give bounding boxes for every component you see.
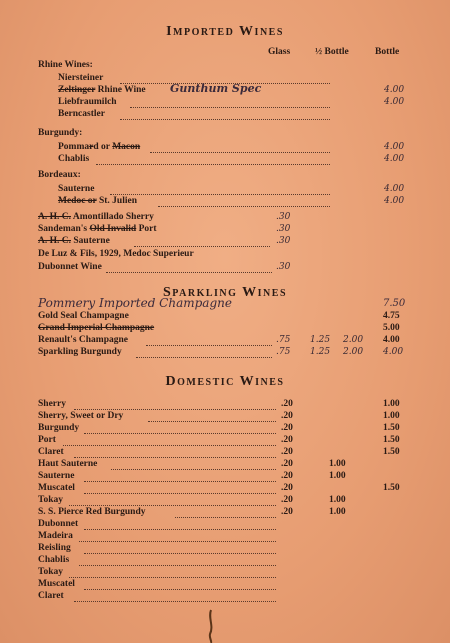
item-name: Claret xyxy=(38,591,64,601)
leader-dots xyxy=(69,504,277,506)
item-name: A. H. C. Sauterne xyxy=(38,236,110,246)
glass-price: .20 xyxy=(281,483,293,493)
item-name: Tokay xyxy=(38,495,63,505)
handwritten-price: 7.50 xyxy=(383,298,406,309)
ink-mark xyxy=(205,608,217,643)
sparkling-wines-title: Sparkling Wines xyxy=(162,285,288,300)
domestic-wines-title: Domestic Wines xyxy=(165,374,285,389)
bottle-price: 4.00 xyxy=(384,142,405,152)
leader-dots xyxy=(146,344,272,346)
leader-dots xyxy=(79,564,276,566)
leader-dots xyxy=(110,193,330,195)
item-name: Medoc or St. Julien xyxy=(58,196,137,206)
item-name: Sandeman's Old Invalid Port xyxy=(38,224,157,234)
leader-dots xyxy=(63,444,276,446)
item-name: Chablis xyxy=(58,154,90,164)
leader-dots xyxy=(84,552,276,554)
item-name: Zeltinger Rhine Wine xyxy=(58,85,146,95)
bottle-price: 4.00 xyxy=(384,154,405,164)
item-name: Gold Seal Champagne xyxy=(38,311,129,321)
bottle-price: 4.00 xyxy=(383,335,400,345)
item-name: Muscatel xyxy=(38,483,75,493)
extra-price: 2.00 xyxy=(343,347,364,357)
glass-price: .20 xyxy=(281,399,293,409)
item-name: Pommard or Macon xyxy=(58,142,141,152)
item-name: Reisling xyxy=(38,543,71,553)
handwritten-note: Gunthum Spec xyxy=(170,82,262,95)
bottle-price: 1.50 xyxy=(383,423,400,433)
leader-dots xyxy=(69,576,277,578)
bottle-price: 4.00 xyxy=(384,196,405,206)
item-name: Port xyxy=(38,435,56,445)
glass-price: .20 xyxy=(281,471,293,481)
leader-dots xyxy=(134,245,270,247)
header-bottle: Bottle xyxy=(375,47,400,57)
glass-price: .30 xyxy=(276,236,291,246)
leader-dots xyxy=(84,492,276,494)
item-name: Haut Sauterne xyxy=(38,459,98,469)
item-name: Claret xyxy=(38,447,64,457)
half-bottle-price: 1.00 xyxy=(329,495,346,505)
leader-dots xyxy=(158,205,330,207)
leader-dots xyxy=(74,600,276,602)
bottle-price: 4.75 xyxy=(383,311,400,321)
category-rhine: Rhine Wines: xyxy=(38,60,93,70)
glass-price: .30 xyxy=(276,224,291,234)
glass-price: .75 xyxy=(276,347,291,357)
half-bottle-price: 1.25 xyxy=(310,335,331,345)
glass-price: .20 xyxy=(281,447,293,457)
bottle-price: 1.50 xyxy=(383,447,400,457)
leader-dots xyxy=(96,163,330,165)
leader-dots xyxy=(79,540,276,542)
leader-dots xyxy=(74,456,276,458)
bottle-price: 4.00 xyxy=(383,347,404,357)
item-name: Sauterne xyxy=(58,184,95,194)
item-name: Renault's Champagne xyxy=(38,335,128,345)
leader-dots xyxy=(84,528,276,530)
glass-price: .20 xyxy=(281,435,293,445)
item-name: Berncastler xyxy=(58,109,105,119)
bottle-price: 1.50 xyxy=(383,435,400,445)
item-name: A. H. C. Amontillado Sherry xyxy=(38,212,154,222)
bottle-price: 4.00 xyxy=(384,85,405,95)
glass-price: .30 xyxy=(276,212,291,222)
category-bordeaux: Bordeaux: xyxy=(38,170,81,180)
glass-price: .20 xyxy=(281,507,293,517)
leader-dots xyxy=(150,151,330,153)
bottle-price: 1.50 xyxy=(383,483,400,493)
item-name: Liebfraumilch xyxy=(58,97,117,107)
bottle-price: 4.00 xyxy=(384,184,405,194)
glass-price: .75 xyxy=(276,335,291,345)
glass-price: .30 xyxy=(276,262,291,272)
header-glass: Glass xyxy=(268,47,291,57)
glass-price: .20 xyxy=(281,423,293,433)
item-name: Chablis xyxy=(38,555,70,565)
item-name: Madeira xyxy=(38,531,73,541)
item-name: Tokay xyxy=(38,567,63,577)
half-bottle-price: 1.00 xyxy=(329,471,346,481)
header-half-bottle: ½ Bottle xyxy=(315,47,349,57)
leader-dots xyxy=(106,271,272,273)
leader-dots xyxy=(84,588,276,590)
leader-dots xyxy=(84,480,276,482)
item-name: Muscatel xyxy=(38,579,75,589)
item-name: Sherry xyxy=(38,399,66,409)
bottle-price: 4.00 xyxy=(384,97,405,107)
bottle-price: 1.00 xyxy=(383,399,400,409)
half-bottle-price: 1.00 xyxy=(329,459,346,469)
leader-dots xyxy=(74,408,276,410)
item-name: Dubonnet xyxy=(38,519,79,529)
leader-dots xyxy=(84,432,276,434)
item-name: Sauterne xyxy=(38,471,75,481)
category-burgundy: Burgundy: xyxy=(38,128,83,138)
glass-price: .20 xyxy=(281,411,293,421)
leader-dots xyxy=(175,516,277,518)
half-bottle-price: 1.25 xyxy=(310,347,331,357)
leader-dots xyxy=(120,118,330,120)
extra-price: 2.00 xyxy=(343,335,364,345)
leader-dots xyxy=(136,356,272,358)
item-name: S. S. Pierce Red Burgundy xyxy=(38,507,146,517)
item-name: De Luz & Fils, 1929, Medoc Superieur xyxy=(38,249,194,259)
glass-price: .20 xyxy=(281,495,293,505)
item-name: Niersteiner xyxy=(58,73,104,83)
leader-dots xyxy=(148,420,276,422)
item-name: Burgundy xyxy=(38,423,80,433)
half-bottle-price: 1.00 xyxy=(329,507,346,517)
leader-dots xyxy=(130,106,330,108)
bottle-price: 5.00 xyxy=(383,323,400,333)
item-name: Dubonnet Wine xyxy=(38,262,102,272)
bottle-price: 1.00 xyxy=(383,411,400,421)
item-name: Sherry, Sweet or Dry xyxy=(38,411,124,421)
glass-price: .20 xyxy=(281,459,293,469)
item-name: Grand Imperial Champagne xyxy=(38,323,155,333)
handwritten-note: Pommery Imported Champagne xyxy=(38,296,232,310)
imported-wines-title: Imported Wines xyxy=(166,24,284,39)
leader-dots xyxy=(111,468,276,470)
item-name: Sparkling Burgundy xyxy=(38,347,122,357)
